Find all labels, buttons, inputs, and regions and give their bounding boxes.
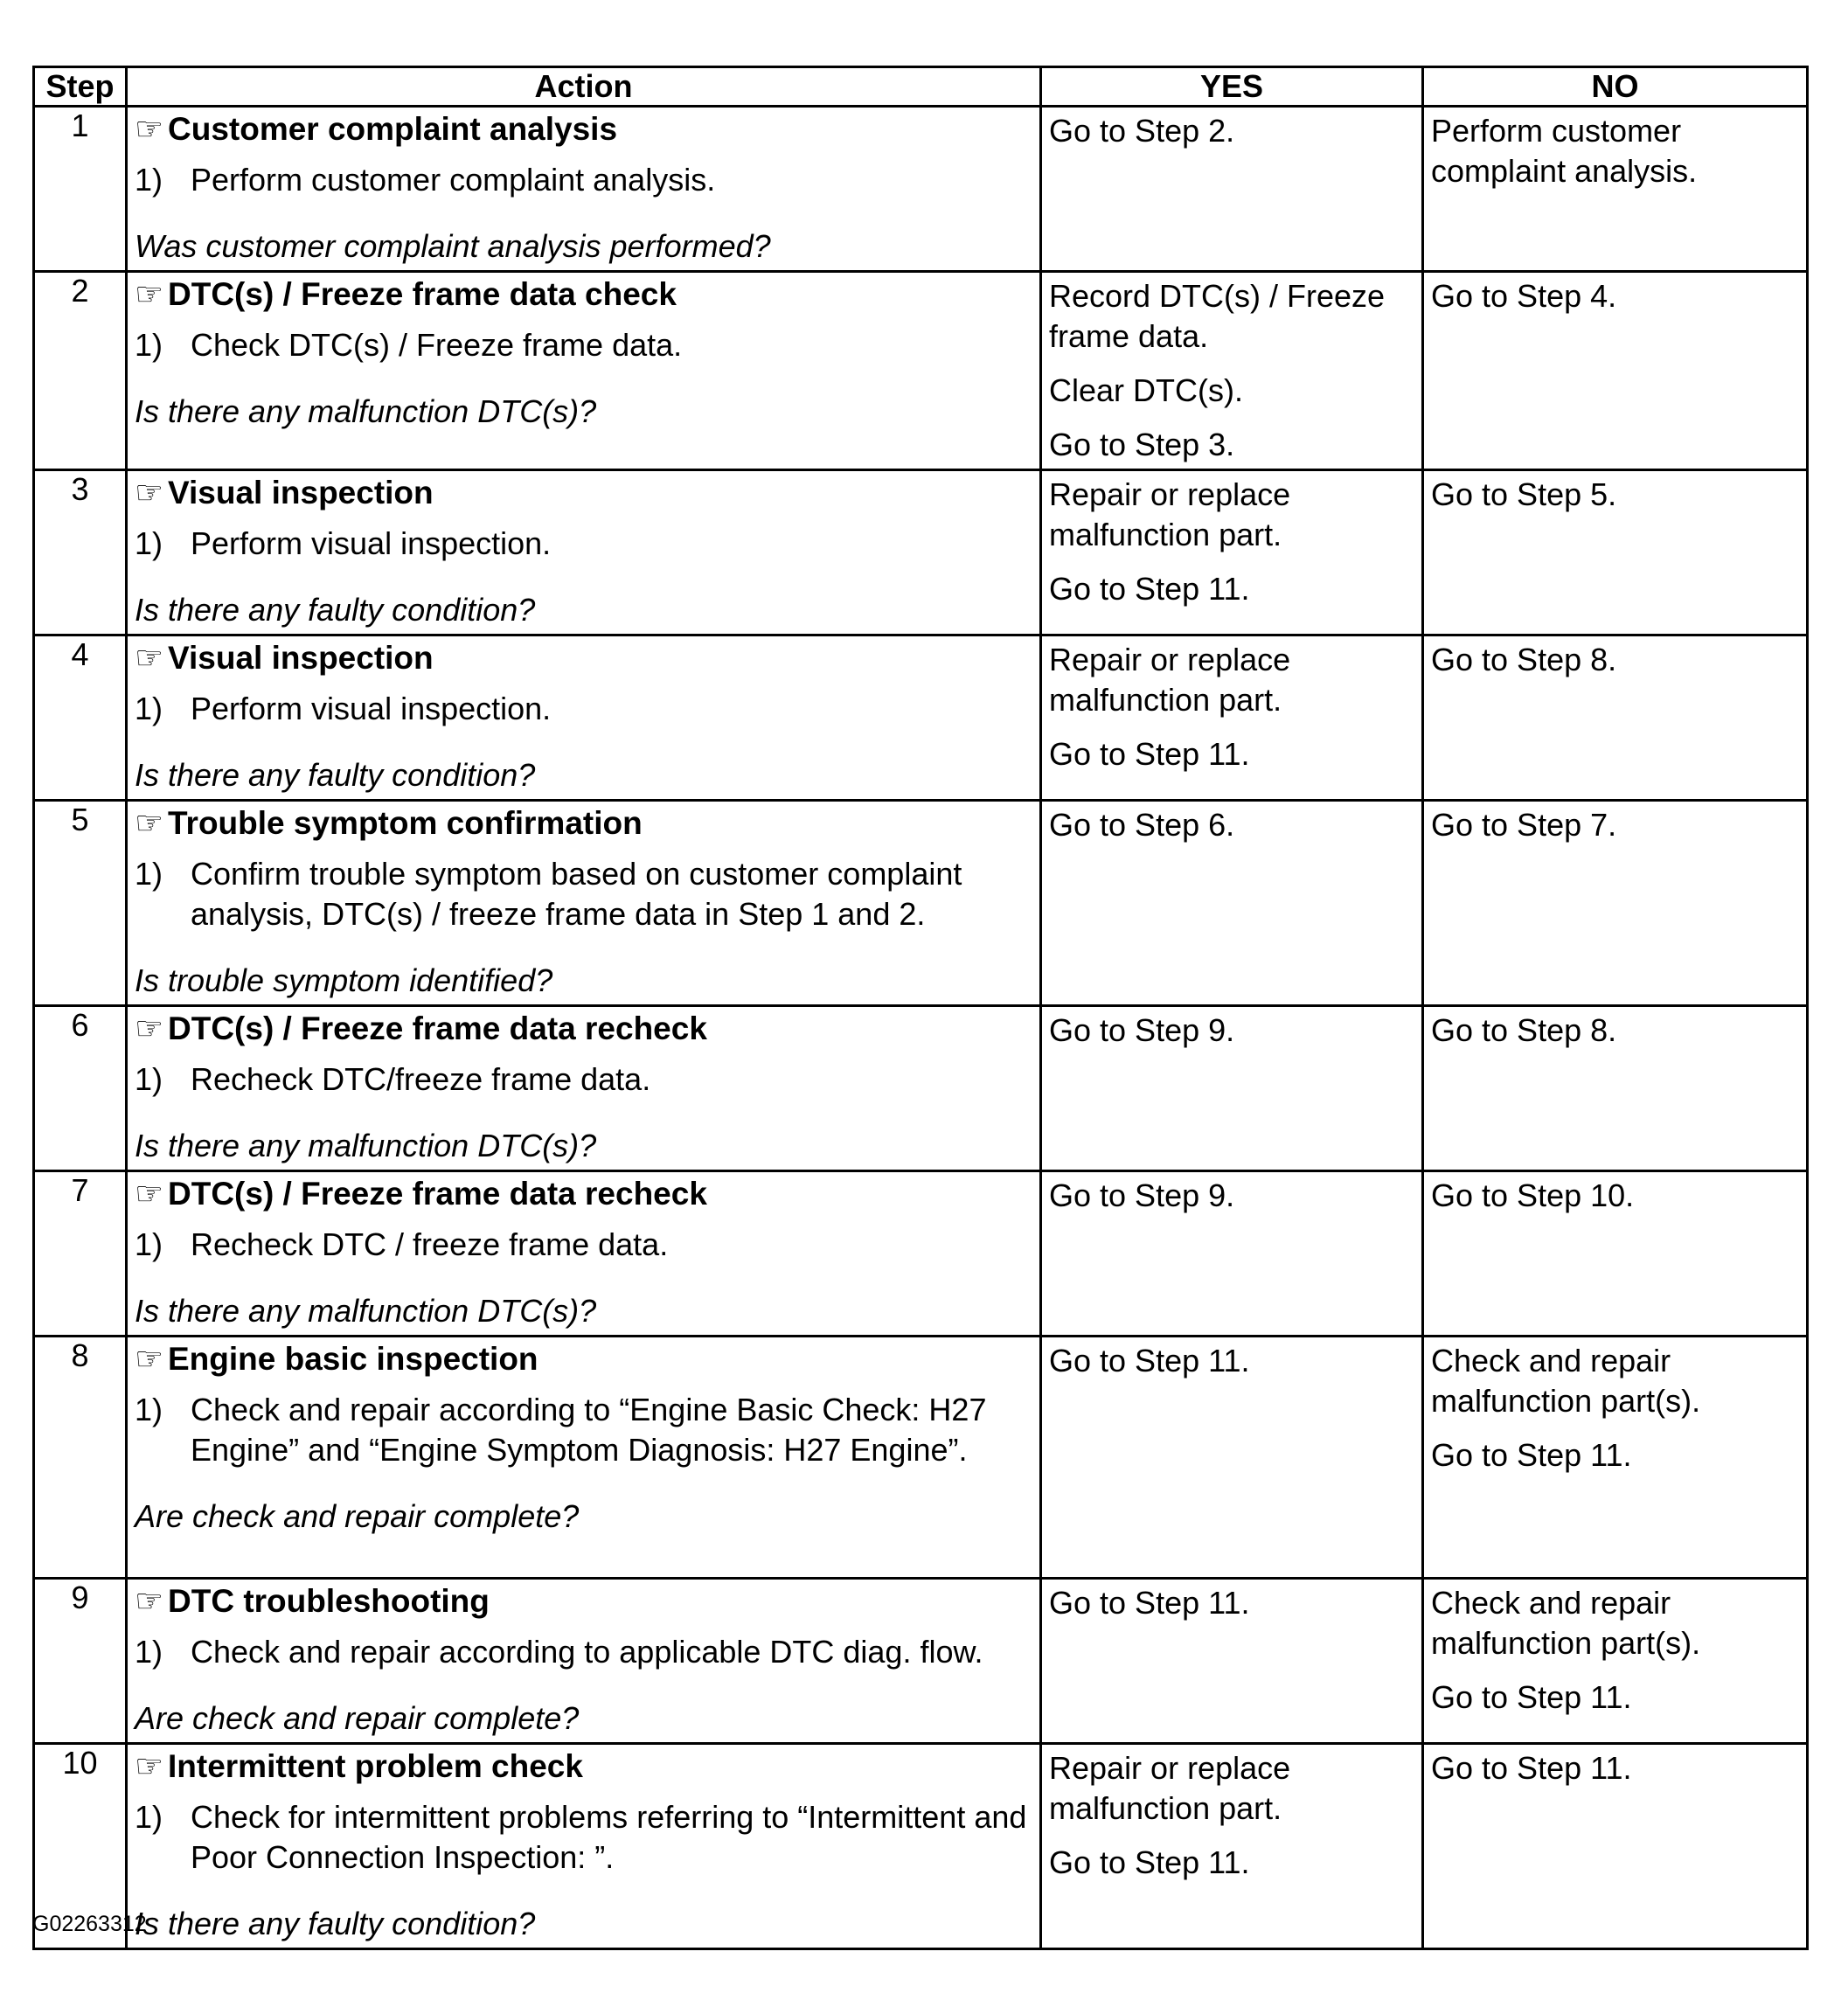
figure-id: G02263312 xyxy=(32,1912,147,1936)
pointing-hand-icon: ☞ xyxy=(135,805,164,841)
action-title xyxy=(135,1341,1032,1378)
yes-result-line: Go to Step 2. xyxy=(1049,113,1235,149)
action-instruction xyxy=(135,325,1032,365)
no-result-line: Go to Step 11. xyxy=(1431,1679,1632,1715)
yes-result-line: Repair or replace malfunction part. xyxy=(1049,642,1291,718)
instruction-number: 1) xyxy=(135,327,163,363)
yes-result-line: Clear DTC(s). xyxy=(1049,372,1243,408)
instruction-number: 1) xyxy=(135,856,163,892)
action-title-text: Visual inspection xyxy=(168,640,434,676)
action-title-text: DTC(s) / Freeze frame data recheck xyxy=(168,1176,707,1212)
pointing-hand-icon: ☞ xyxy=(135,475,164,510)
no-result-line: Go to Step 4. xyxy=(1431,278,1617,314)
pointing-hand-icon: ☞ xyxy=(135,1748,164,1784)
instruction-number: 1) xyxy=(135,1392,163,1427)
no-result-line: Check and repair malfunction part(s). xyxy=(1431,1585,1701,1661)
yes-result-line: Record DTC(s) / Freeze frame data. xyxy=(1049,278,1386,354)
pointing-hand-icon: ☞ xyxy=(135,1583,164,1619)
action-title xyxy=(135,640,1032,677)
table-row xyxy=(34,1744,1808,1949)
instruction-text: Recheck DTC / freeze frame data. xyxy=(191,1226,669,1262)
action-cell xyxy=(127,1744,1041,1949)
yes-result-line: Go to Step 11. xyxy=(1049,1343,1250,1379)
action-title xyxy=(135,276,1032,313)
instruction-text: Check and repair according to “Engine Basic Check: H27 Engine” and “Engine Symptom Diagnosis: H27 Engine”. xyxy=(191,1392,987,1468)
table-row xyxy=(34,272,1808,470)
pointing-hand-icon: ☞ xyxy=(135,1341,164,1377)
action-cell xyxy=(127,107,1041,272)
action-instruction xyxy=(135,1797,1032,1878)
action-question: Is there any malfunction DTC(s)? xyxy=(135,1128,597,1163)
no-result-line: Go to Step 8. xyxy=(1431,642,1617,677)
instruction-number: 1) xyxy=(135,1799,163,1835)
instruction-text: Check for intermittent problems referring to “Intermittent and Poor Connection Inspection: ”. xyxy=(191,1799,1027,1875)
action-question: Is trouble symptom identified? xyxy=(135,962,553,998)
no-result-cell xyxy=(1423,1337,1808,1579)
yes-column-header: YES xyxy=(1041,67,1423,107)
action-question: Is there any malfunction DTC(s)? xyxy=(135,1293,597,1329)
table-row xyxy=(34,1337,1808,1579)
yes-result-cell xyxy=(1041,107,1423,272)
yes-result-cell xyxy=(1041,1171,1423,1337)
yes-result-cell xyxy=(1041,1337,1423,1579)
action-instruction xyxy=(135,1059,1032,1100)
yes-result-cell xyxy=(1041,1006,1423,1171)
action-title xyxy=(135,111,1032,148)
action-cell xyxy=(127,1171,1041,1337)
no-result-line: Go to Step 11. xyxy=(1431,1437,1632,1473)
action-instruction xyxy=(135,854,1032,934)
action-title xyxy=(135,475,1032,511)
action-cell xyxy=(127,1337,1041,1579)
no-result-cell xyxy=(1423,1744,1808,1949)
instruction-text: Perform customer complaint analysis. xyxy=(191,162,716,198)
step-number: 6 xyxy=(34,1006,127,1171)
action-title xyxy=(135,1583,1032,1620)
no-result-cell xyxy=(1423,635,1808,801)
table-row xyxy=(34,1006,1808,1171)
yes-result-line: Repair or replace malfunction part. xyxy=(1049,476,1291,552)
yes-result-line: Go to Step 9. xyxy=(1049,1012,1235,1048)
action-title-text: DTC(s) / Freeze frame data check xyxy=(168,276,677,312)
table-row xyxy=(34,1171,1808,1337)
no-column-header: NO xyxy=(1423,67,1808,107)
no-result-cell xyxy=(1423,107,1808,272)
no-result-line: Perform customer complaint analysis. xyxy=(1431,113,1698,189)
table-row xyxy=(34,801,1808,1006)
step-number: 5 xyxy=(34,801,127,1006)
instruction-number: 1) xyxy=(135,1634,163,1670)
instruction-number: 1) xyxy=(135,162,163,198)
action-question: Are check and repair complete? xyxy=(135,1498,580,1534)
diagnostic-flow-table xyxy=(32,66,1809,1950)
no-result-line: Go to Step 5. xyxy=(1431,476,1617,512)
action-instruction xyxy=(135,1632,1032,1672)
action-title xyxy=(135,1176,1032,1212)
action-title xyxy=(135,1010,1032,1047)
yes-result-line: Go to Step 11. xyxy=(1049,571,1250,607)
pointing-hand-icon: ☞ xyxy=(135,111,164,147)
action-instruction xyxy=(135,1225,1032,1265)
action-title xyxy=(135,805,1032,842)
action-instruction xyxy=(135,689,1032,729)
table-row xyxy=(34,635,1808,801)
yes-result-line: Go to Step 3. xyxy=(1049,427,1235,462)
instruction-number: 1) xyxy=(135,1061,163,1097)
action-cell xyxy=(127,801,1041,1006)
action-title-text: DTC(s) / Freeze frame data recheck xyxy=(168,1010,707,1046)
no-result-cell xyxy=(1423,1006,1808,1171)
table-row xyxy=(34,470,1808,635)
instruction-number: 1) xyxy=(135,691,163,726)
instruction-text: Check DTC(s) / Freeze frame data. xyxy=(191,327,683,363)
action-question: Is there any faulty condition? xyxy=(135,757,536,793)
yes-result-cell xyxy=(1041,635,1423,801)
action-column-header: Action xyxy=(127,67,1041,107)
yes-result-line: Go to Step 11. xyxy=(1049,1585,1250,1621)
action-title-text: Trouble symptom confirmation xyxy=(168,805,643,841)
no-result-cell xyxy=(1423,470,1808,635)
action-title-text: Customer complaint analysis xyxy=(168,111,618,147)
action-title-text: Visual inspection xyxy=(168,475,434,510)
pointing-hand-icon: ☞ xyxy=(135,1010,164,1046)
action-question: Is there any faulty condition? xyxy=(135,1906,536,1941)
instruction-text: Perform visual inspection. xyxy=(191,691,552,726)
action-cell xyxy=(127,272,1041,470)
instruction-text: Check and repair according to applicable DTC diag. flow. xyxy=(191,1634,983,1670)
header-row xyxy=(34,67,1808,107)
step-number: 2 xyxy=(34,272,127,470)
action-cell xyxy=(127,1579,1041,1744)
yes-result-cell xyxy=(1041,272,1423,470)
action-instruction xyxy=(135,1390,1032,1470)
step-number: 9 xyxy=(34,1579,127,1744)
no-result-line: Check and repair malfunction part(s). xyxy=(1431,1343,1701,1419)
no-result-cell xyxy=(1423,801,1808,1006)
action-cell xyxy=(127,635,1041,801)
pointing-hand-icon: ☞ xyxy=(135,640,164,676)
action-title-text: Intermittent problem check xyxy=(168,1748,583,1784)
instruction-text: Recheck DTC/freeze frame data. xyxy=(191,1061,651,1097)
action-instruction xyxy=(135,160,1032,200)
yes-result-cell xyxy=(1041,1579,1423,1744)
action-title xyxy=(135,1748,1032,1785)
step-number: 7 xyxy=(34,1171,127,1337)
no-result-line: Go to Step 10. xyxy=(1431,1177,1635,1213)
yes-result-line: Go to Step 11. xyxy=(1049,1844,1250,1880)
yes-result-line: Repair or replace malfunction part. xyxy=(1049,1750,1291,1826)
instruction-number: 1) xyxy=(135,525,163,561)
pointing-hand-icon: ☞ xyxy=(135,276,164,312)
action-cell xyxy=(127,470,1041,635)
yes-result-cell xyxy=(1041,470,1423,635)
no-result-cell xyxy=(1423,1579,1808,1744)
step-number: 4 xyxy=(34,635,127,801)
step-number: 10 xyxy=(34,1744,127,1949)
yes-result-line: Go to Step 6. xyxy=(1049,807,1235,843)
no-result-line: Go to Step 8. xyxy=(1431,1012,1617,1048)
yes-result-cell xyxy=(1041,801,1423,1006)
no-result-line: Go to Step 11. xyxy=(1431,1750,1632,1786)
table-row xyxy=(34,107,1808,272)
step-column-header: Step xyxy=(34,67,127,107)
no-result-line: Go to Step 7. xyxy=(1431,807,1617,843)
pointing-hand-icon: ☞ xyxy=(135,1176,164,1212)
no-result-cell xyxy=(1423,272,1808,470)
step-number: 1 xyxy=(34,107,127,272)
step-number: 8 xyxy=(34,1337,127,1579)
yes-result-line: Go to Step 9. xyxy=(1049,1177,1235,1213)
action-question: Was customer complaint analysis performed? xyxy=(135,228,771,264)
instruction-text: Perform visual inspection. xyxy=(191,525,552,561)
action-title-text: Engine basic inspection xyxy=(168,1341,538,1377)
action-instruction xyxy=(135,524,1032,564)
no-result-cell xyxy=(1423,1171,1808,1337)
action-cell xyxy=(127,1006,1041,1171)
table-body xyxy=(34,107,1808,1949)
action-question: Are check and repair complete? xyxy=(135,1700,580,1736)
action-title-text: DTC troubleshooting xyxy=(168,1583,490,1619)
instruction-number: 1) xyxy=(135,1226,163,1262)
yes-result-line: Go to Step 11. xyxy=(1049,736,1250,772)
action-question: Is there any malfunction DTC(s)? xyxy=(135,393,597,429)
instruction-text: Confirm trouble symptom based on customer complaint analysis, DTC(s) / freeze frame data in Step 1 and 2. xyxy=(191,856,962,932)
step-number: 3 xyxy=(34,470,127,635)
table-row xyxy=(34,1579,1808,1744)
action-question: Is there any faulty condition? xyxy=(135,592,536,628)
yes-result-cell xyxy=(1041,1744,1423,1949)
